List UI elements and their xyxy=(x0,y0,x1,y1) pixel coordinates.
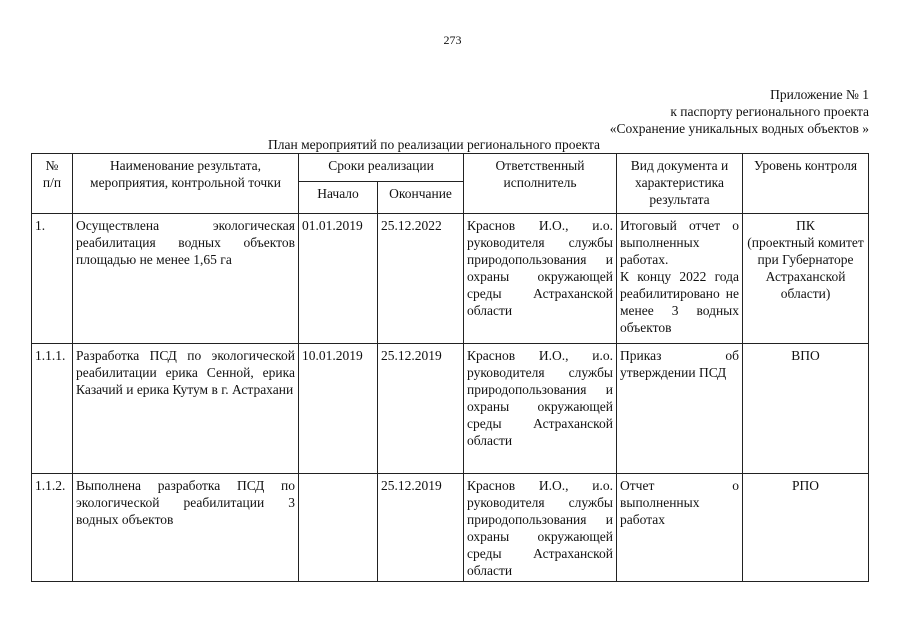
row-name: Выполнена разработка ПСД по экологической реабилитации 3 водных объектов xyxy=(73,474,299,582)
row-responsible: Краснов И.О., и.о. руководителя службы природопользования и охраны окружающей среды Астраханской области xyxy=(464,344,617,474)
row-end: 25.12.2022 xyxy=(378,214,464,344)
header-name: Наименование результата, мероприятия, контрольной точки xyxy=(73,154,299,214)
header-start: Начало xyxy=(299,182,378,214)
plan-table xyxy=(31,153,869,582)
row-name: Осуществлена экологическая реабилитация водных объектов площадью не менее 1,65 га xyxy=(73,214,299,344)
header-num: № п/п xyxy=(32,154,73,214)
table-row xyxy=(32,344,869,474)
row-control: ПК (проектный комитет при Губернаторе Астраханской области) xyxy=(743,214,869,344)
row-start: 10.01.2019 xyxy=(299,344,378,474)
row-num: 1.1.1. xyxy=(32,344,73,474)
row-doc: Отчет о выполненных работах xyxy=(617,474,743,582)
row-control: РПО xyxy=(743,474,869,582)
appendix-line-3: «Сохранение уникальных водных объектов » xyxy=(609,121,869,136)
row-num: 1.1.2. xyxy=(32,474,73,582)
page-number: 273 xyxy=(443,33,462,47)
row-start xyxy=(299,474,378,582)
table-row xyxy=(32,214,869,344)
row-end: 25.12.2019 xyxy=(378,344,464,474)
row-start: 01.01.2019 xyxy=(299,214,378,344)
appendix-header xyxy=(610,86,869,137)
header-end: Окончание xyxy=(378,182,464,214)
appendix-line-2: к паспорту регионального проекта xyxy=(670,104,869,119)
header-responsible: Ответственный исполнитель xyxy=(464,154,617,214)
appendix-line-1: Приложение № 1 xyxy=(770,87,869,102)
row-control: ВПО xyxy=(743,344,869,474)
row-num: 1. xyxy=(32,214,73,344)
header-terms: Сроки реализации xyxy=(299,154,464,182)
row-doc: Итоговый отчет о выполненных работах. К концу 2022 года реабилитировано не менее 3 водных объектов xyxy=(617,214,743,344)
row-responsible: Краснов И.О., и.о. руководителя службы природопользования и охраны окружающей среды Астраханской области xyxy=(464,214,617,344)
header-control: Уровень контроля xyxy=(743,154,869,214)
row-doc: Приказ об утверждении ПСД xyxy=(617,344,743,474)
row-responsible: Краснов И.О., и.о. руководителя службы природопользования и охраны окружающей среды Астраханской области xyxy=(464,474,617,582)
header-row-1 xyxy=(32,154,869,182)
row-name: Разработка ПСД по экологической реабилитации ерика Сенной, ерика Казачий и ерика Кутум в г. Астрахани xyxy=(73,344,299,474)
table-row xyxy=(32,474,869,582)
header-doc: Вид документа и характеристика результата xyxy=(617,154,743,214)
row-end: 25.12.2019 xyxy=(378,474,464,582)
plan-title: План мероприятий по реализации регионального проекта xyxy=(268,137,601,152)
